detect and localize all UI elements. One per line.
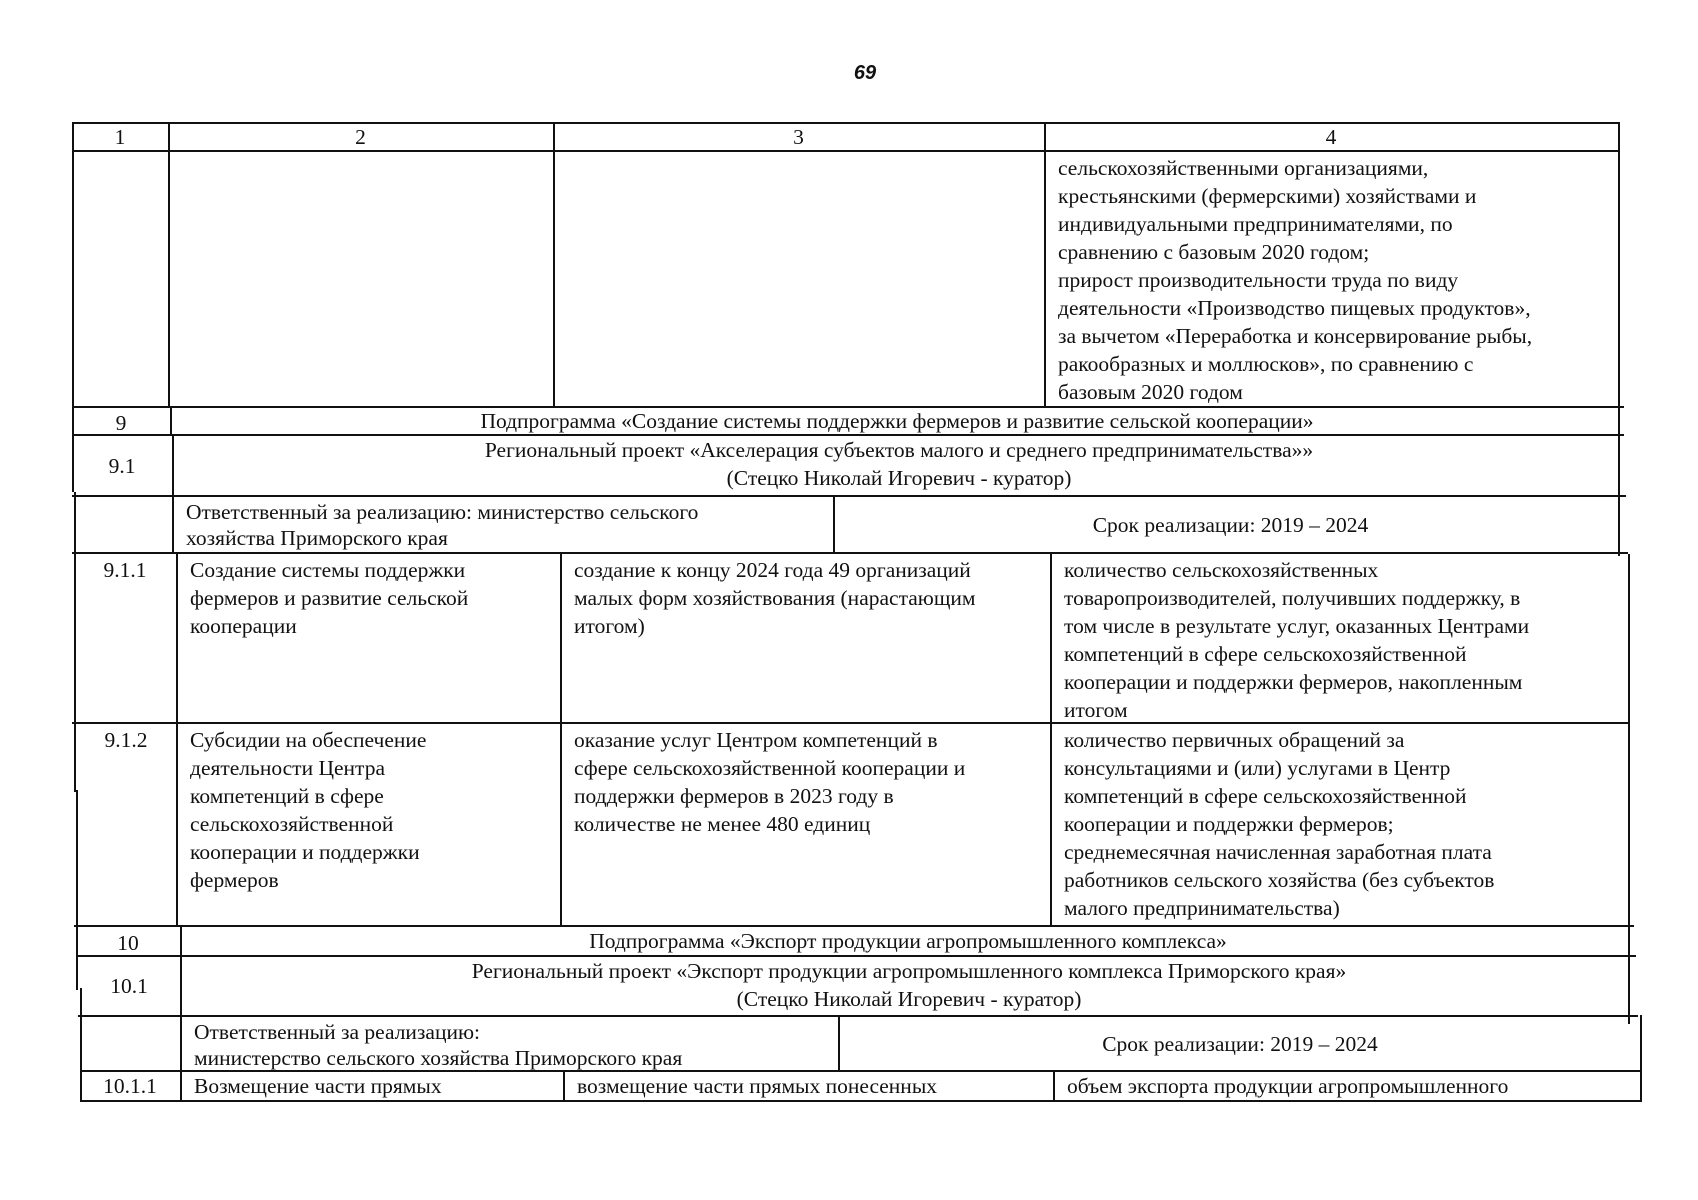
row-10-1-1-col3: возмещение части прямых понесенных: [577, 1074, 938, 1098]
continuation-col4-text: сельскохозяйственными организациями, крестьянскими (фермерскими) хозяйствами и индивидуальными предпринимателями, по сравнению с базовым 2020 годом; прирост производительности труда по виду деятельности «Производство пищевых продуктов», за вычетом «Переработка и консервирование рыбы, ракообразных и моллюсков», по сравнению с базовым 2020 годом: [1058, 156, 1533, 404]
row-10-1-1-col2: Возмещение части прямых: [194, 1074, 442, 1098]
row-9-1-title-text: Региональный проект «Акселерация субъектов малого и среднего предпринимательства»» (Стецко Николай Игоревич - куратор): [484, 438, 1314, 490]
row-10-1-number: 10.1: [110, 974, 148, 998]
row-9-1-1-col2-text: Создание системы поддержки фермеров и развитие сельской кооперации: [190, 558, 469, 638]
row-9-1-2-col4-text: количество первичных обращений за консультациями и (или) услугами в Центр компетенций в сфере сельскохозяйственной кооперации и поддержки фермеров; среднемесячная начисленная заработная плата работников сельского хозяйства (без субъектов малого предпринимательства): [1064, 728, 1495, 920]
row-10-title: Подпрограмма «Экспорт продукции агропромышленного комплекса»: [589, 929, 1227, 953]
header-cell-2: 2: [355, 125, 366, 149]
header-cell-4: 4: [1325, 125, 1337, 149]
row-9-1-1-number: 9.1.1: [103, 558, 147, 582]
row-9-1-2-number: 9.1.2: [104, 728, 148, 752]
table-rule: [553, 122, 555, 408]
row-9-title: Подпрограмма «Создание системы поддержки фермеров и развитие сельской кооперации»: [480, 409, 1314, 433]
row-9-1-term: Срок реализации: 2019 – 2024: [1092, 512, 1369, 537]
row-10-1-responsible: [182, 1017, 838, 1070]
row-10-1-term: Срок реализации: 2019 – 2024: [1102, 1031, 1378, 1056]
row-9-1-number: 9.1: [108, 453, 136, 478]
table-rule: [168, 122, 170, 408]
row-10-1-title-text: Региональный проект «Экспорт продукции агропромышленного комплекса Приморского края» (Стецко Николай Игоревич - куратор): [471, 959, 1347, 1011]
row-9-1-2-col3: [562, 724, 1050, 925]
row-9-1-1-col4: [1052, 554, 1628, 722]
row-9-1-1-col4-text: количество сельскохозяйственных товаропроизводителей, получивших поддержку, в том числе в результате услуг, оказанных Центрами компетенций в сфере сельскохозяйственной кооперации и поддержки фермеров, накопленным итогом: [1064, 558, 1530, 722]
row-9-1-2-col3-text: оказание услуг Центром компетенций в сфере сельскохозяйственной кооперации и поддержки фермеров в 2023 году в количестве не менее 480 единиц: [574, 728, 966, 836]
row-9-number: 9: [115, 411, 127, 435]
row-10-1-1-number: 10.1.1: [103, 1074, 157, 1098]
row-10-1-title: [180, 957, 1638, 1015]
row-9-1-2-col2-text: Субсидии на обеспечение деятельности Центра компетенций в сфере сельскохозяйственной кооперации и поддержки фермеров: [190, 728, 427, 892]
row-10-number: 10: [117, 931, 139, 955]
row-9-1-responsible: [174, 497, 833, 552]
table-rule: [1640, 1015, 1642, 1102]
row-9-1-title: [172, 436, 1626, 495]
row-10-1-responsible-text: Ответственный за реализацию: министерство сельского хозяйства Приморского края: [194, 1020, 683, 1070]
continuation-col4: [1046, 152, 1620, 406]
row-9-1-2-col4: [1052, 724, 1628, 925]
header-cell-3: 3: [793, 125, 804, 149]
row-9-1-1-col3: [562, 554, 1050, 722]
row-9-1-1-col2: [178, 554, 560, 722]
row-10-1-1-col4: объем экспорта продукции агропромышленного: [1067, 1074, 1509, 1098]
table-rule: [82, 1100, 1642, 1102]
row-9-1-responsible-text: Ответственный за реализацию: министерство сельского хозяйства Приморского края: [186, 500, 699, 550]
row-9-1-2-col2: [178, 724, 560, 925]
row-9-1-1-col3-text: создание к концу 2024 года 49 организаций малых форм хозяйствования (нарастающим итогом): [574, 558, 976, 638]
header-cell-1: 1: [114, 125, 126, 149]
page-number: 69: [853, 62, 877, 84]
